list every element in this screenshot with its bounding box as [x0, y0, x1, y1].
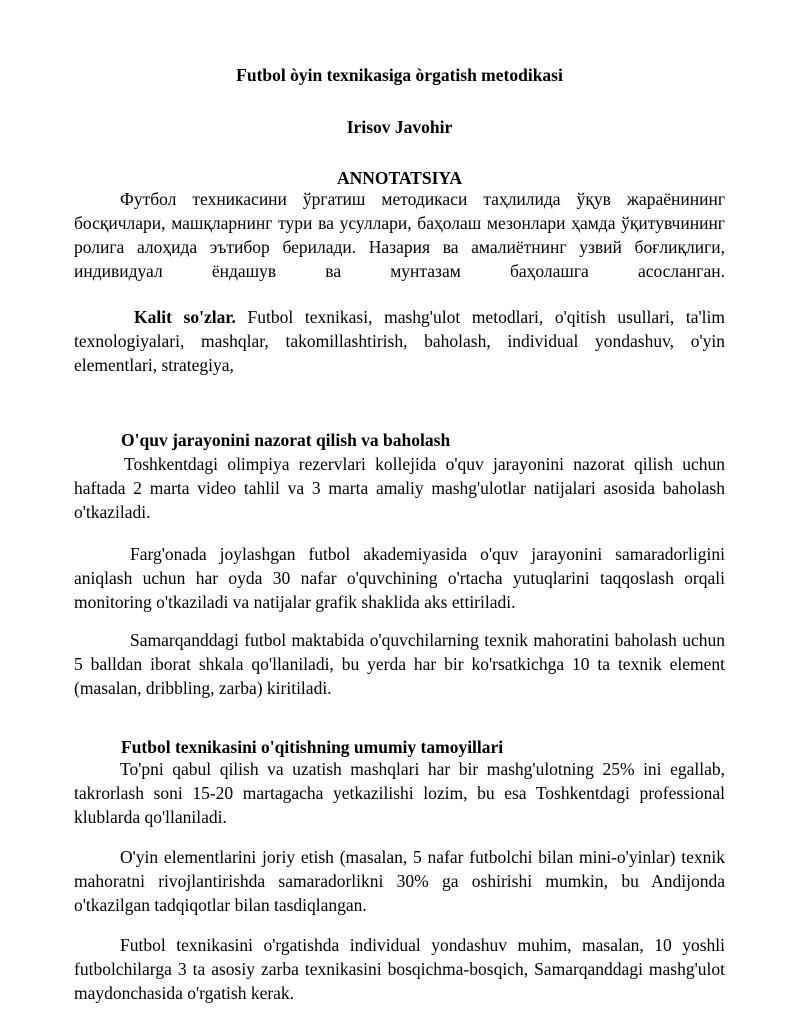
section2-paragraph-2: O'yin elementlarini joriy etish (masalan, 5 nafar futbolchi bilan mini-o'yinlar) texnik mahoratni rivojlantirishda samaradorlikni 30% ga oshirishi mumkin, bu Andijonda o'tkazilgan tadqiqotlar bilan tasdiqlangan.: [74, 847, 725, 915]
section-heading-general-principles: Futbol texnikasini o'qitishning umumiy tamoyillari: [121, 737, 504, 757]
section-heading-control-assessment: O'quv jarayonini nazorat qilish va baholash: [121, 430, 451, 450]
author-name: Irisov Javohir: [346, 117, 453, 137]
section2-paragraph-3: Futbol texnikasini o'rgatishda individual yondashuv muhim, masalan, 10 yoshli futbolchilarga 3 ta asosiy zarba texnikasini bosqichma-bosqich, Samarqanddagi mashg'ulot maydonchasida o'rgatish kerak.: [74, 935, 725, 1003]
section1-paragraph-1: Toshkentdagi olimpiya rezervlari kollejida o'quv jarayonini nazorat qilish uchun haftada 2 marta video tahlil va 3 marta amaliy mashg'ulotlar natijalari asosida baholash o'tkaziladi.: [74, 454, 725, 522]
keywords-text: Futbol texnikasi, mashg'ulot metodlari, o'qitish usullari, ta'lim texnologiyalari, mashqlar, takomillashtirish, baholash, individual yondashuv, o'yin elementlari, strategiya,: [74, 307, 725, 375]
section1-paragraph-2: Farg'onada joylashgan futbol akademiyasida o'quv jarayonini samaradorligini aniqlash uchun har oyda 30 nafar o'quvchining o'rtacha yutuqlarini taqqoslash orqali monitoring o'tkaziladi va natijalar grafik shaklida aks ettiriladi.: [74, 544, 725, 612]
paper-title: Futbol òyin texnikasiga òrgatish metodikasi: [236, 65, 563, 85]
section1-paragraph-3: Samarqanddagi futbol maktabida o'quvchilarning texnik mahoratini baholash uchun 5 balldan iborat shkala qo'llaniladi, bu yerda har bir ko'rsatkichga 10 ta texnik element (masalan, dribbling, zarba) kiritiladi.: [74, 630, 725, 698]
annotation-heading: ANNOTATSIYA: [336, 168, 463, 188]
section2-paragraph-1: To'pni qabul qilish va uzatish mashqlari har bir mashg'ulotning 25% ini egallab, takrorlash soni 15-20 martagacha yetkazilishi lozim, bu esa Toshkentdagi professional klublarda qo'llaniladi.: [74, 759, 725, 827]
keywords-paragraph: [74, 305, 725, 377]
keywords-label: Kalit so'zlar.: [134, 307, 236, 327]
annotation-paragraph: Футбол техникасини ўргатиш методикаси таҳлилида ўқув жараёнининг босқичлари, машқларнинг тури ва усуллари, баҳолаш мезонлари ҳамда ўқитувчининг ролига алоҳида эътибор берилади. Назария ва амалиётнинг узвий боғлиқлиги, индивидуал ёндашув ва мунтазам баҳолашга асосланган.: [74, 189, 725, 281]
